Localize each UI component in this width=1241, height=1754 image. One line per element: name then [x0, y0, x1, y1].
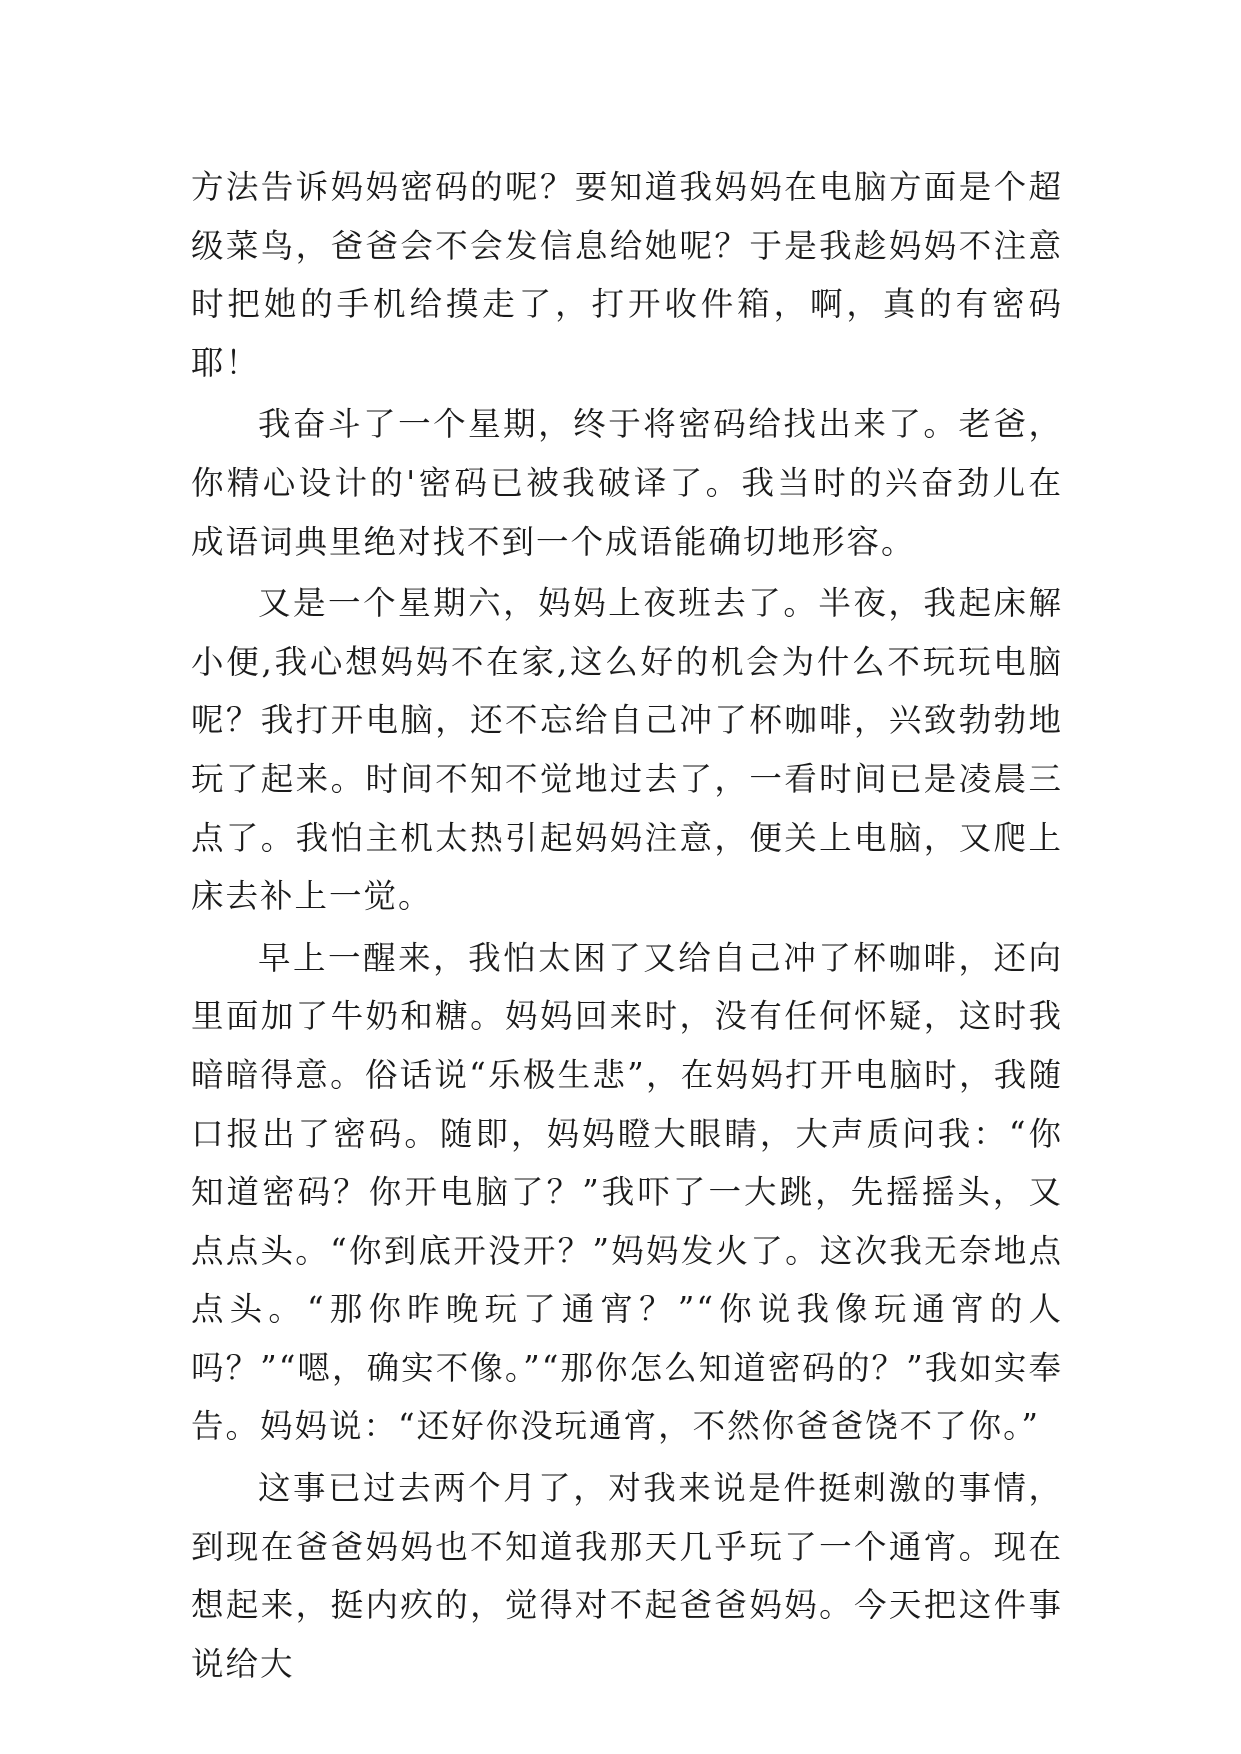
paragraph-4: 早上一醒来，我怕太困了又给自己冲了杯咖啡，还向里面加了牛奶和糖。妈妈回来时，没有任何怀疑，这时我暗暗得意。俗话说“乐极生悲”，在妈妈打开电脑时，我随口报出了密码。随即，妈妈瞪大眼睛，大声质问我：“你知道密码？你开电脑了？”我吓了一大跳，先摇摇头，又点点头。“你到底开没开？”妈妈发火了。这次我无奈地点点头。“那你昨晚玩了通宵？”“你说我像玩通宵的人吗？”“嗯，确实不像。”“那你怎么知道密码的？”我如实奉告。妈妈说：“还好你没玩通宵，不然你爸爸饶不了你。” — [191, 938, 1063, 1446]
paragraph-2: 我奋斗了一个星期，终于将密码给找出来了。老爸，你精心设计的'密码已被我破译了。我当时的兴奋劲儿在成语词典里绝对找不到一个成语能确切地形容。 — [191, 405, 1063, 561]
paragraph-1: 方法告诉妈妈密码的呢？要知道我妈妈在电脑方面是个超级菜鸟，爸爸会不会发信息给她呢？于是我趁妈妈不注意时把她的手机给摸走了，打开收件箱，啊，真的有密码耶！ — [191, 168, 1063, 382]
paragraph-3: 又是一个星期六，妈妈上夜班去了。半夜，我起床解小便,我心想妈妈不在家,这么好的机会为什么不玩玩电脑呢？我打开电脑，还不忘给自己冲了杯咖啡，兴致勃勃地玩了起来。时间不知不觉地过去了，一看时间已是凌晨三点了。我怕主机太热引起妈妈注意，便关上电脑，又爬上床去补上一觉。 — [191, 584, 1063, 916]
document-body — [191, 158, 1063, 1693]
paragraph-5: 这事已过去两个月了，对我来说是件挺刺激的事情，到现在爸爸妈妈也不知道我那天几乎玩了一个通宵。现在想起来，挺内疚的，觉得对不起爸爸妈妈。今天把这件事说给大 — [191, 1469, 1063, 1683]
